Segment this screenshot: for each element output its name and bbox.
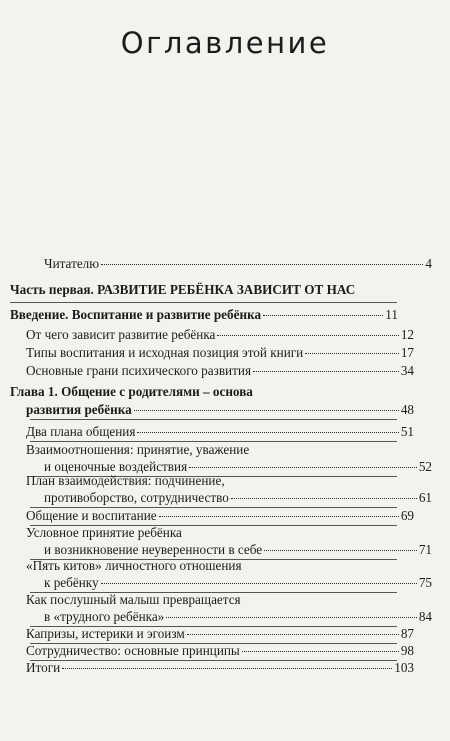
toc-entry-line: «Пять китов» личностного отношения xyxy=(26,558,242,573)
dot-leader xyxy=(137,431,398,433)
toc-entry-title: Читателю xyxy=(44,256,100,271)
divider xyxy=(10,302,397,303)
toc-chapter-title: развития ребёнка xyxy=(26,402,132,417)
toc-page-number: 11 xyxy=(385,307,398,322)
toc-entry-title: Типы воспитания и исходная позиция этой книги xyxy=(26,345,304,360)
toc-page-number: 52 xyxy=(418,459,432,474)
dot-leader xyxy=(217,334,398,336)
toc-page-number: 51 xyxy=(400,424,414,439)
dot-leader xyxy=(101,263,423,265)
toc-page-number: 103 xyxy=(394,660,414,675)
toc-entry-title: к ребёнку xyxy=(44,575,99,590)
dot-leader xyxy=(263,314,383,316)
toc-page-number: 84 xyxy=(418,609,432,624)
toc-entry-title: От чего зависит развитие ребёнка xyxy=(26,327,216,342)
divider xyxy=(30,419,397,420)
toc-section-intro[interactable] xyxy=(10,307,398,323)
toc-entry-line: План взаимодействия: подчинение, xyxy=(26,473,225,488)
dot-leader xyxy=(242,650,399,652)
toc-page-number: 87 xyxy=(400,626,414,641)
dot-leader xyxy=(305,352,399,354)
dot-leader xyxy=(159,515,399,517)
toc-entry-line: Взаимоотношения: принятие, уважение xyxy=(26,442,250,457)
part-heading: Часть первая. РАЗВИТИЕ РЕБЁНКА ЗАВИСИТ ОТ НАС xyxy=(10,282,356,297)
toc-entry-line: Как послушный малыш превращается xyxy=(26,592,241,607)
dot-leader xyxy=(166,616,417,618)
toc-entry-title: Два плана общения xyxy=(26,424,136,439)
dot-leader xyxy=(189,466,417,468)
toc-entry[interactable] xyxy=(10,643,414,659)
dot-leader xyxy=(134,409,399,411)
dot-leader xyxy=(231,497,417,499)
dot-leader xyxy=(101,582,417,584)
toc-entry[interactable] xyxy=(10,424,414,440)
toc-entry-reader[interactable] xyxy=(10,256,432,272)
toc-entry[interactable] xyxy=(10,490,432,506)
toc-page-number: 69 xyxy=(400,508,414,523)
toc-entry-title: и оценочные воздействия xyxy=(44,459,188,474)
toc-entry[interactable] xyxy=(10,626,414,642)
dot-leader xyxy=(264,549,417,551)
toc-entry-title: Общение и воспитание xyxy=(26,508,157,523)
page-title: Оглавление xyxy=(120,26,330,60)
dot-leader xyxy=(187,633,399,635)
toc-page-number: 12 xyxy=(400,327,414,342)
toc-entry[interactable] xyxy=(10,609,432,625)
toc-page-number: 48 xyxy=(400,402,414,417)
toc-entry[interactable] xyxy=(10,542,432,558)
toc-entry-title: Основные грани психического развития xyxy=(26,363,252,378)
toc-page-number: 4 xyxy=(425,256,432,271)
dot-leader xyxy=(62,667,392,669)
toc-entry-title: и возникновение неуверенности в себе xyxy=(44,542,263,557)
toc-page-number: 71 xyxy=(418,542,432,557)
toc-entry-title: в «трудного ребёнка» xyxy=(44,609,165,624)
toc-entry[interactable] xyxy=(10,660,414,676)
toc-entry-line: Условное принятие ребёнка xyxy=(26,525,182,540)
toc-page-number: 98 xyxy=(400,643,414,658)
toc-page-number: 34 xyxy=(400,363,414,378)
toc-page-number: 61 xyxy=(418,490,432,505)
toc-entry-title: Итоги xyxy=(26,660,61,675)
toc-entry-title: противоборство, сотрудничество xyxy=(44,490,229,505)
toc-entry[interactable] xyxy=(10,363,414,379)
toc-entry-title: Капризы, истерики и эгоизм xyxy=(26,626,185,641)
toc-entry[interactable] xyxy=(10,327,414,343)
toc-entry[interactable] xyxy=(10,508,414,524)
toc-entry[interactable] xyxy=(10,575,432,591)
toc-chapter-title: Глава 1. Общение с родителями – основа xyxy=(10,384,253,399)
toc-page-number: 17 xyxy=(400,345,414,360)
toc-chapter-1[interactable] xyxy=(10,402,414,418)
toc-page-number: 75 xyxy=(418,575,432,590)
toc-entry[interactable] xyxy=(10,345,414,361)
toc-entry-title: Сотрудничество: основные принципы xyxy=(26,643,240,658)
dot-leader xyxy=(253,370,399,372)
toc-section-title: Введение. Воспитание и развитие ребёнка xyxy=(10,307,262,322)
